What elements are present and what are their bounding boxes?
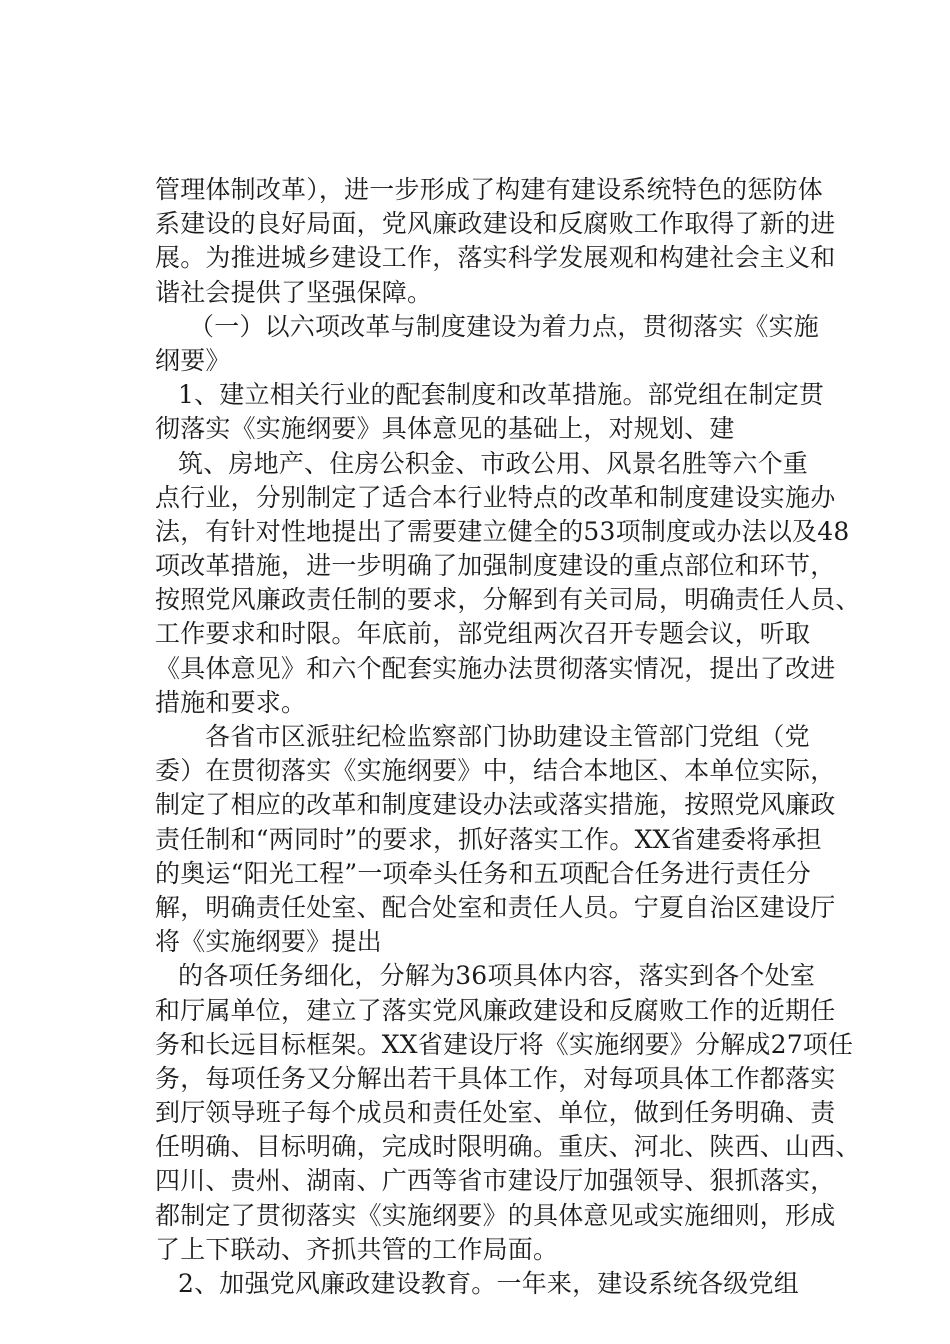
text-line: 展。为推进城乡建设工作，落实科学发展观和构建社会主义和 [155,243,836,273]
text-line: 的奥运“阳光工程”一项牵头任务和五项配合任务进行责任分 [155,858,811,888]
text-line: 管理体制改革），进一步形成了构建有建设系统特色的惩防体 [155,175,823,204]
section-heading-cont: 纲要》 [155,345,231,375]
text-line: 点行业，分别制定了适合本行业特点的改革和制度建设实施办 [155,482,836,512]
text-line: 工作要求和时限。年底前，部党组两次召开专题会议，听取 [155,619,811,649]
text-line: 系建设的良好局面，党风廉政建设和反腐败工作取得了新的进 [155,209,836,239]
text-line: 的各项任务细化，分解为36项具体内容，落实到各个处室 [178,961,816,991]
text-line: 将《实施纲要》提出 [155,927,382,957]
text-line: 谐社会提供了坚强保障。 [155,277,433,307]
text-line: 到厅领导班子每个成员和责任处室、单位，做到任务明确、责 [155,1098,836,1128]
text-line: 措施和要求。 [155,687,307,717]
text-line: 法，有针对性地提出了需要建立健全的53项制度或办法以及48 [155,516,850,546]
text-line: 《具体意见》和六个配套实施办法贯彻落实情况，提出了改进 [155,653,836,683]
text-line: 务，每项任务又分解出若干具体工作，对每项具体工作都落实 [155,1063,836,1093]
text-line: 彻落实《实施纲要》具体意见的基础上，对规划、建 [155,414,735,444]
text-line: 解，明确责任处室、配合处室和责任人员。宁夏自治区建设厅 [155,892,836,922]
section-heading: （一）以六项改革与制度建设为着力点，贯彻落实《实施 [189,311,820,341]
text-line: 任明确、目标明确，完成时限明确。重庆、河北、陕西、山西、 [155,1132,861,1162]
text-line: 四川、贵州、湖南、广西等省市建设厅加强领导、狠抓落实， [155,1166,836,1196]
text-line: 都制定了贯彻落实《实施纲要》的具体意见或实施细则，形成 [155,1200,836,1230]
text-line: 了上下联动、齐抓共管的工作局面。 [155,1234,559,1264]
text-line: 筑、房地产、住房公积金、市政公用、风景名胜等六个重 [178,448,809,478]
text-line: 委）在贯彻落实《实施纲要》中，结合本地区、本单位实际， [155,756,836,786]
text-line: 各省市区派驻纪检监察部门协助建设主管部门党组（党 [205,722,810,751]
text-line: 1、建立相关行业的配套制度和改革措施。部党组在制定贯 [178,380,825,410]
text-line: 制定了相应的改革和制度建设办法或落实措施，按照党风廉政 [155,790,836,820]
text-line: 项改革措施，进一步明确了加强制度建设的重点部位和环节， [155,551,836,581]
text-line: 2、加强党风廉政建设教育。一年来，建设系统各级党组 [178,1269,799,1298]
body-text [155,173,861,1301]
text-line: 务和长远目标框架。XX省建设厅将《实施纲要》分解成27项任 [155,1029,854,1059]
text-line: 责任制和“两同时”的要求，抓好落实工作。XX省建委将承担 [155,824,822,854]
text-line: 按照党风廉政责任制的要求，分解到有关司局，明确责任人员、 [155,585,861,615]
text-line: 和厅属单位，建立了落实党风廉政建设和反腐败工作的近期任 [155,995,836,1025]
